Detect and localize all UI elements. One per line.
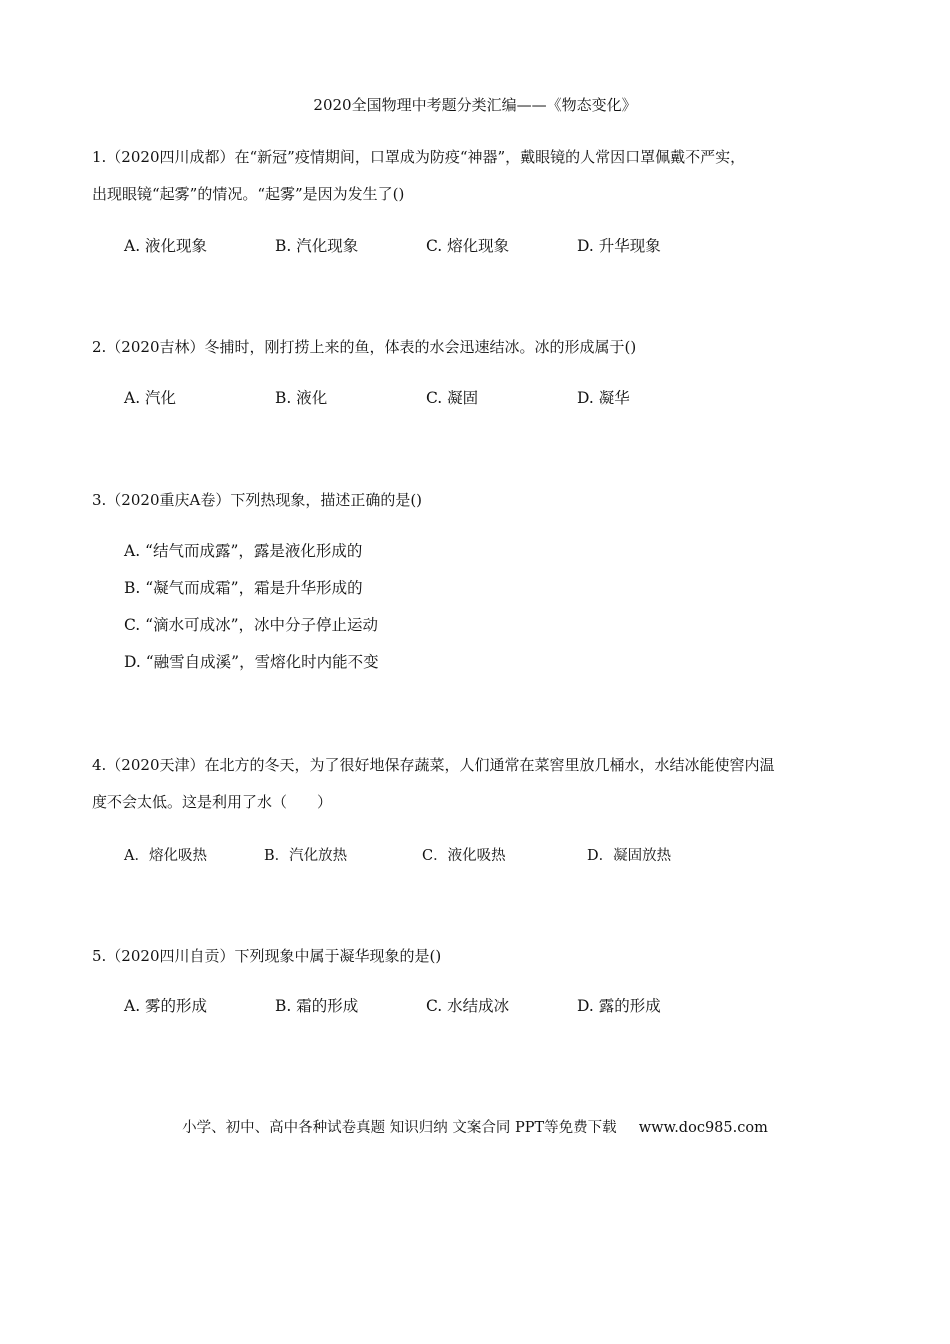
footer-url-link[interactable]: www.doc985.com xyxy=(638,1120,768,1136)
question-2-option-a[interactable]: A. 汽化 xyxy=(124,389,177,407)
question-5-option-a[interactable]: A. 雾的形成 xyxy=(124,997,208,1015)
question-3-line-1: 3.（2020重庆A卷）下列热现象，描述正确的是() xyxy=(92,491,423,509)
question-4-option-d[interactable]: D．凝固放热 xyxy=(587,848,672,864)
page-title: 2020全国物理中考题分类汇编——《物态变化》 xyxy=(313,96,637,114)
question-2-option-c[interactable]: C. 凝固 xyxy=(426,389,479,407)
question-3-option-d[interactable]: D. “融雪自成溪”，雪熔化时内能不变 xyxy=(124,653,379,671)
question-2-option-d[interactable]: D. 凝华 xyxy=(577,389,630,407)
question-4-line-1: 4.（2020天津）在北方的冬天，为了很好地保存蔬菜，人们通常在菜窖里放几桶水，水结冰能使窖内温 xyxy=(92,756,775,774)
question-4-line-2: 度不会太低。这是利用了水（ ） xyxy=(92,793,333,811)
question-3-option-b[interactable]: B. “凝气而成霜”，霜是升华形成的 xyxy=(124,579,363,597)
question-2-line-1: 2.（2020吉林）冬捕时，刚打捞上来的鱼，体表的水会迅速结冰。冰的形成属于() xyxy=(92,338,637,356)
question-4-option-c[interactable]: C．液化吸热 xyxy=(422,848,506,864)
question-3-option-a[interactable]: A. “结气而成露”，露是液化形成的 xyxy=(124,542,363,560)
question-1-option-d[interactable]: D. 升华现象 xyxy=(577,237,661,255)
question-5-option-d[interactable]: D. 露的形成 xyxy=(577,997,661,1015)
question-5-line-1: 5.（2020四川自贡）下列现象中属于凝华现象的是() xyxy=(92,947,442,965)
question-5-option-b[interactable]: B. 霜的形成 xyxy=(275,997,359,1015)
question-4-option-a[interactable]: A．熔化吸热 xyxy=(124,848,207,864)
page-footer xyxy=(0,1116,950,1137)
question-1-line-2: 出现眼镜“起雾”的情况。“起雾”是因为发生了() xyxy=(92,185,405,203)
question-1-line-1: 1.（2020四川成都）在“新冠”疫情期间，口罩成为防疫“神器”，戴眼镜的人常因口罩佩戴不严实， xyxy=(92,148,746,166)
question-1-option-a[interactable]: A. 液化现象 xyxy=(124,237,208,255)
question-4-option-b[interactable]: B．汽化放热 xyxy=(264,848,348,864)
question-1-option-b[interactable]: B. 汽化现象 xyxy=(275,237,359,255)
question-1-option-c[interactable]: C. 熔化现象 xyxy=(426,237,510,255)
question-2-option-b[interactable]: B. 液化 xyxy=(275,389,328,407)
question-3-option-c[interactable]: C. “滴水可成冰”，冰中分子停止运动 xyxy=(124,616,379,634)
question-5-option-c[interactable]: C. 水结成冰 xyxy=(426,997,510,1015)
footer-text: 小学、初中、高中各种试卷真题 知识归纳 文案合同 PPT等免费下载 xyxy=(182,1120,617,1136)
